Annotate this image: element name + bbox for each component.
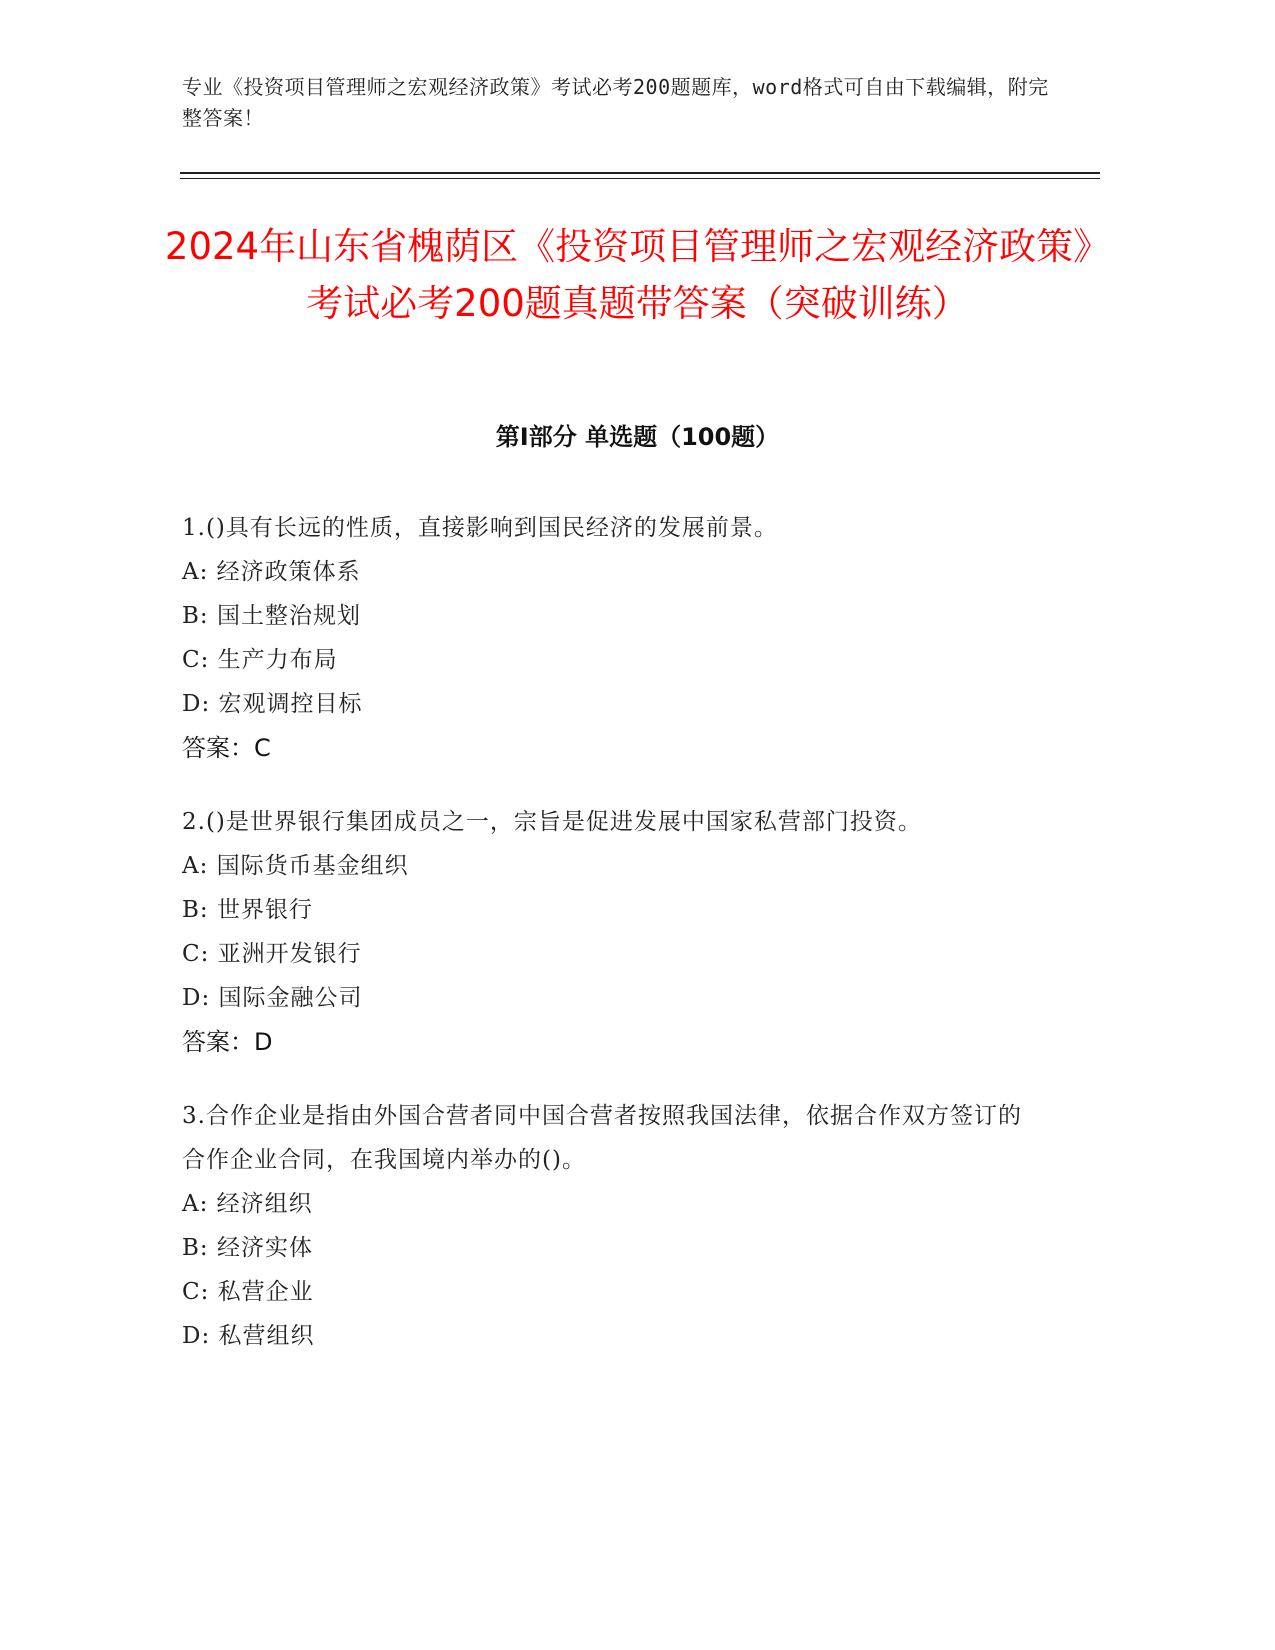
option-c: C: 私营企业 [182,1279,314,1305]
option-d: D: 私营组织 [182,1323,315,1349]
question-list [182,506,1042,1388]
question-item [182,506,1042,770]
header-note: 专业《投资项目管理师之宏观经济政策》考试必考200题题库，word格式可自由下载编辑，附完整答案！ [182,75,1049,130]
question-item [182,1094,1042,1358]
option-b: B: 国土整治规划 [182,603,361,629]
question-item [182,800,1042,1064]
header-divider-thick [180,172,1100,174]
answer-line: 答案：D [182,1028,273,1056]
question-stem: 1.()具有长远的性质，直接影响到国民经济的发展前景。 [182,515,778,541]
question-stem: 2.()是世界银行集团成员之一，宗旨是促进发展中国家私营部门投资。 [182,809,922,835]
option-a: A: 经济组织 [182,1191,313,1217]
option-c: C: 生产力布局 [182,647,338,673]
document-title: 2024年山东省槐荫区《投资项目管理师之宏观经济政策》考试必考200题真题带答案（突破训练） [164,225,1111,325]
section-title: 第Ⅰ部分 单选题（100题） [495,423,780,451]
header-divider-thin [180,178,1100,179]
answer-line: 答案：C [182,734,271,762]
option-d: D: 国际金融公司 [182,985,363,1011]
option-d: D: 宏观调控目标 [182,691,363,717]
option-c: C: 亚洲开发银行 [182,941,362,967]
option-b: B: 经济实体 [182,1235,313,1261]
question-stem: 3.合作企业是指由外国合营者同中国合营者按照我国法律，依据合作双方签订的合作企业合同，在我国境内举办的()。 [182,1103,1022,1173]
option-b: B: 世界银行 [182,897,313,923]
option-a: A: 国际货币基金组织 [182,853,409,879]
option-a: A: 经济政策体系 [182,559,361,585]
